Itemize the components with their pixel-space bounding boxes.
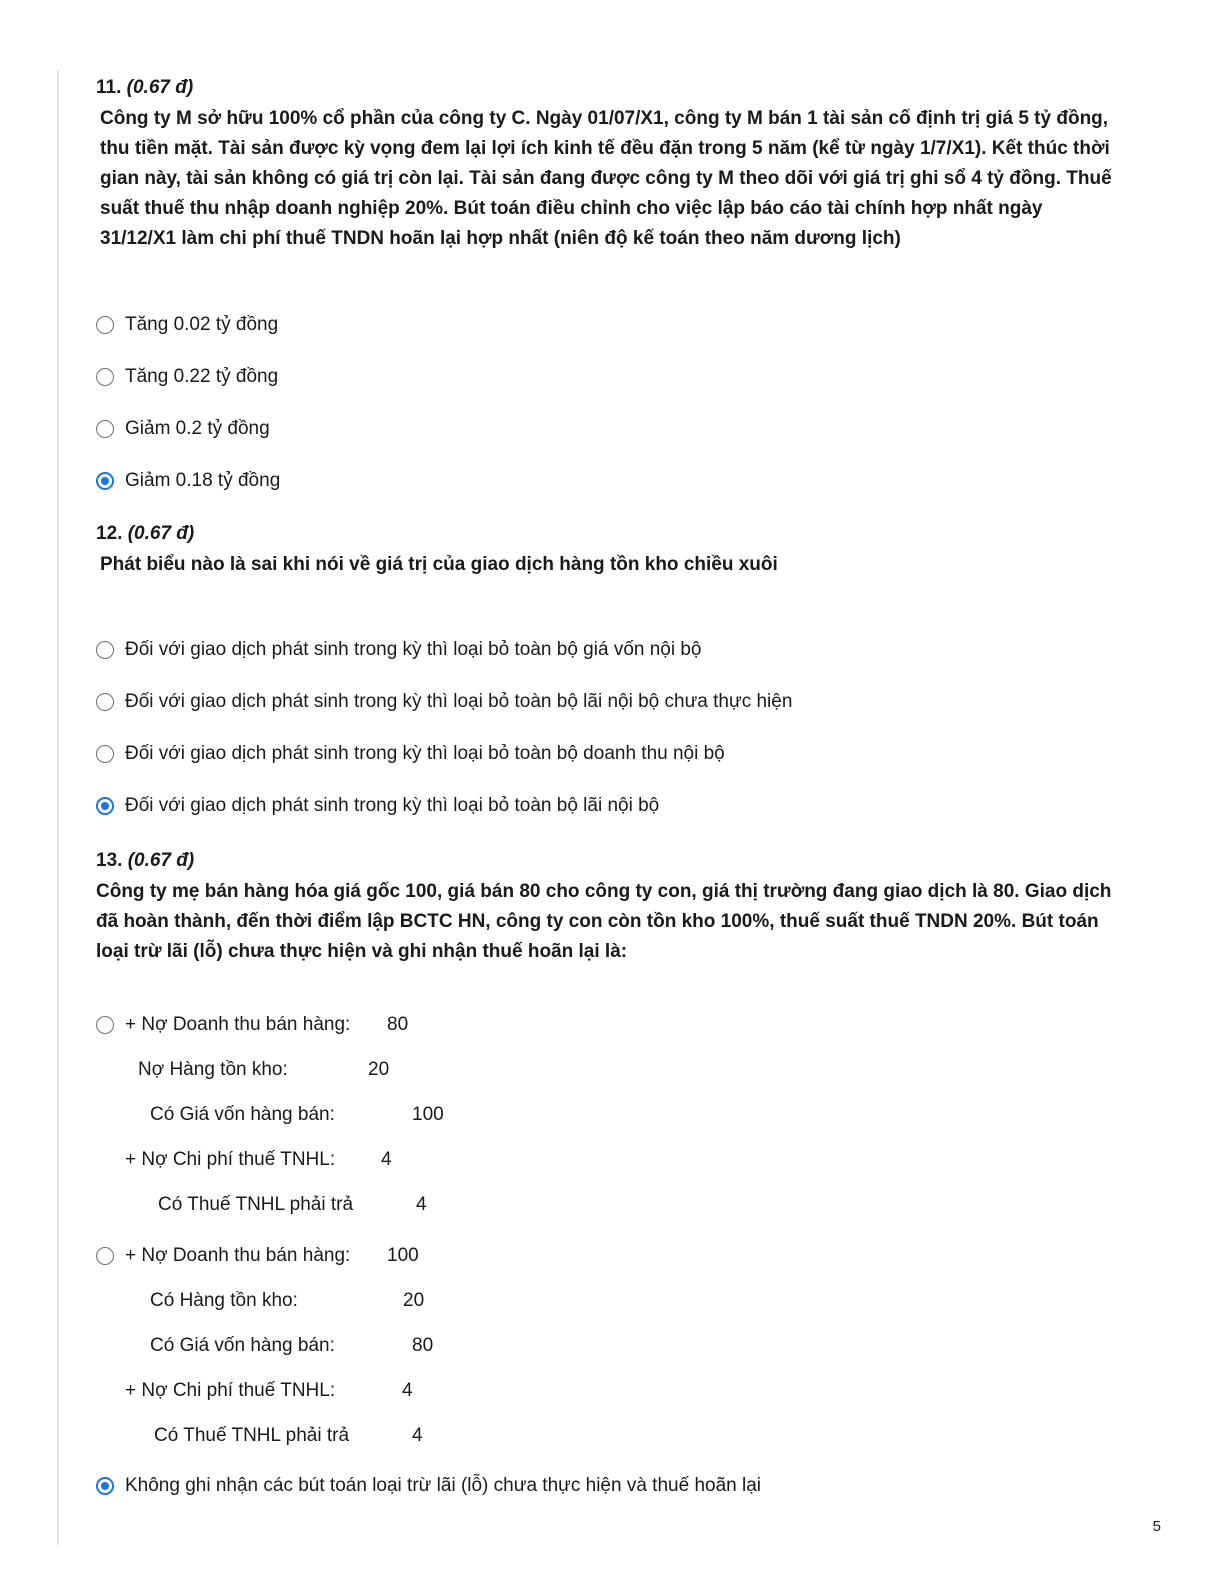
journal-account: + Nợ Chi phí thuế TNHL:	[125, 1149, 336, 1170]
option-label: Tăng 0.22 tỷ đồng	[125, 366, 279, 387]
journal-account: Nợ Hàng tồn kho:	[138, 1059, 288, 1080]
journal-line	[96, 1093, 696, 1138]
question-header	[96, 75, 1116, 101]
journal-line	[96, 1048, 696, 1093]
radio-button-icon[interactable]	[96, 420, 114, 438]
radio-button-checked-icon[interactable]	[96, 472, 114, 490]
journal-account: + Nợ Chi phí thuế TNHL:	[125, 1380, 336, 1401]
radio-button-icon[interactable]	[96, 1016, 114, 1034]
journal-line	[96, 1414, 696, 1459]
question-header	[96, 521, 1116, 547]
journal-account: + Nợ Doanh thu bán hàng:	[125, 1245, 351, 1266]
journal-account: Có Giá vốn hàng bán:	[150, 1104, 335, 1125]
option-label: Giảm 0.18 tỷ đồng	[125, 470, 281, 491]
question-text: Công ty mẹ bán hàng hóa giá gốc 100, giá bán 80 cho công ty con, giá thị trường đang giao dịch là 80. Giao dịch đã hoàn thành, đến thời điểm lập BCTC HN, công ty con còn tồn kho 100%, thuế suất thuế TNDN 20%. Bút toán loại trừ lãi (lỗ) chưa thực hiện và ghi nhận thuế hoãn lại là:	[96, 881, 1112, 962]
journal-line	[96, 1138, 696, 1183]
journal-amount: 100	[387, 1245, 419, 1266]
answer-options	[96, 624, 1116, 832]
answer-option[interactable]	[96, 624, 1116, 676]
journal-amount: 4	[381, 1149, 392, 1170]
option-label: Giảm 0.2 tỷ đồng	[125, 418, 270, 439]
journal-account: Có Thuế TNHL phải trả	[154, 1425, 350, 1446]
journal-account: Có Thuế TNHL phải trả	[158, 1194, 354, 1215]
question-13	[96, 848, 1116, 967]
journal-line	[96, 1003, 696, 1048]
journal-amount: 80	[412, 1335, 434, 1356]
question-points: (0.67 đ)	[127, 523, 195, 544]
journal-account: + Nợ Doanh thu bán hàng:	[125, 1014, 351, 1035]
option-label: Không ghi nhận các bút toán loại trừ lãi (lỗ) chưa thực hiện và thuế hoãn lại	[125, 1475, 761, 1496]
journal-account: Có Hàng tồn kho:	[150, 1290, 298, 1311]
journal-line	[96, 1183, 696, 1228]
question-text: Phát biểu nào là sai khi nói về giá trị của giao dịch hàng tồn kho chiều xuôi	[100, 554, 778, 575]
answer-option-selected[interactable]	[96, 780, 1116, 832]
journal-account: Có Giá vốn hàng bán:	[150, 1335, 335, 1356]
answer-option-a[interactable]	[96, 1003, 696, 1228]
option-label: Đối với giao dịch phát sinh trong kỳ thì loại bỏ toàn bộ doanh thu nội bộ	[125, 743, 725, 764]
radio-button-checked-icon[interactable]	[96, 797, 114, 815]
answer-option-selected[interactable]	[96, 455, 1116, 507]
radio-button-icon[interactable]	[96, 693, 114, 711]
radio-button-checked-icon[interactable]	[96, 1477, 114, 1495]
question-points: (0.67 đ)	[127, 850, 195, 871]
radio-button-icon[interactable]	[96, 316, 114, 334]
option-label: Đối với giao dịch phát sinh trong kỳ thì loại bỏ toàn bộ giá vốn nội bộ	[125, 639, 702, 660]
journal-amount: 100	[412, 1104, 444, 1125]
answer-option[interactable]	[96, 351, 1116, 403]
answer-option[interactable]	[96, 676, 1116, 728]
journal-line	[96, 1369, 696, 1414]
question-number: 11.	[96, 77, 122, 98]
radio-button-icon[interactable]	[96, 641, 114, 659]
question-11	[96, 75, 1116, 507]
question-header	[96, 848, 1116, 874]
left-margin-rule	[57, 70, 59, 1545]
option-label: Đối với giao dịch phát sinh trong kỳ thì loại bỏ toàn bộ lãi nội bộ	[125, 795, 660, 816]
radio-button-icon[interactable]	[96, 368, 114, 386]
journal-amount: 80	[387, 1014, 409, 1035]
option-label: Tăng 0.02 tỷ đồng	[125, 314, 279, 335]
journal-amount: 4	[402, 1380, 413, 1401]
answer-option[interactable]	[96, 403, 1116, 455]
answer-option-b[interactable]	[96, 1234, 696, 1459]
question-12	[96, 521, 1116, 832]
journal-line	[96, 1234, 696, 1279]
journal-amount: 4	[412, 1425, 423, 1446]
radio-button-icon[interactable]	[96, 745, 114, 763]
question-number: 13.	[96, 850, 123, 871]
answer-options	[96, 299, 1116, 507]
answer-option-c-selected[interactable]	[96, 1460, 761, 1512]
answer-option[interactable]	[96, 728, 1116, 780]
answer-option[interactable]	[96, 299, 1116, 351]
journal-line	[96, 1279, 696, 1324]
journal-amount: 4	[416, 1194, 427, 1215]
page-number: 5	[1152, 1518, 1161, 1535]
journal-amount: 20	[368, 1059, 390, 1080]
question-points: (0.67 đ)	[126, 77, 194, 98]
option-label: Đối với giao dịch phát sinh trong kỳ thì loại bỏ toàn bộ lãi nội bộ chưa thực hiện	[125, 691, 793, 712]
question-text: Công ty M sở hữu 100% cổ phần của công ty C. Ngày 01/07/X1, công ty M bán 1 tài sản cố định trị giá 5 tỷ đồng, thu tiền mặt. Tài sản được kỳ vọng đem lại lợi ích kinh tế đều đặn trong 5 năm (kể từ ngày 1/7/X1). Kết thúc thời gian này, tài sản không có giá trị còn lại. Tài sản đang được công ty M theo dõi với giá trị ghi sổ 4 tỷ đồng. Thuế suất thuế thu nhập doanh nghiệp 20%. Bút toán điều chỉnh cho việc lập báo cáo tài chính hợp nhất ngày 31/12/X1 làm chi phí thuế TNDN hoãn lại hợp nhất (niên độ kế toán theo năm dương lịch)	[100, 108, 1112, 249]
question-number: 12.	[96, 523, 123, 544]
journal-amount: 20	[403, 1290, 425, 1311]
radio-button-icon[interactable]	[96, 1247, 114, 1265]
journal-line	[96, 1324, 696, 1369]
